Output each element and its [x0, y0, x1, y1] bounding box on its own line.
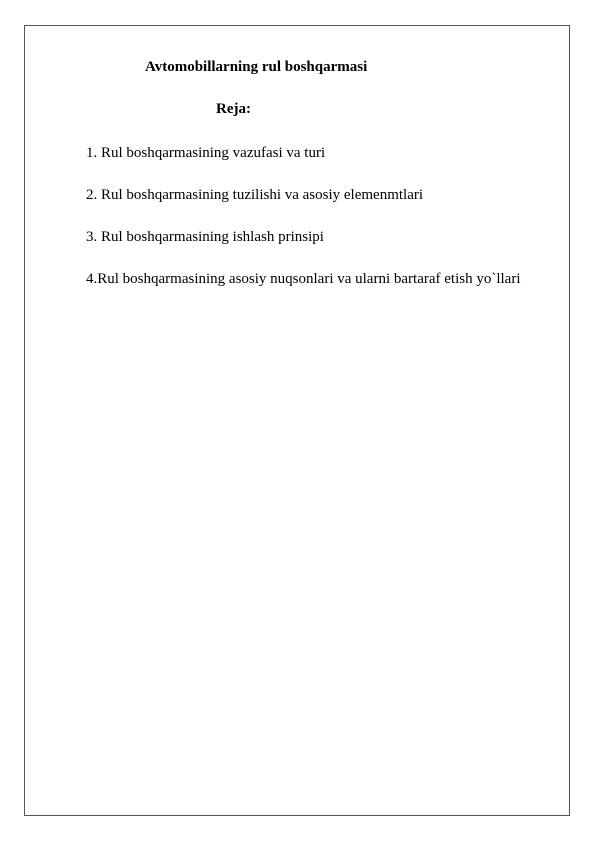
plan-item: 2. Rul boshqarmasining tuzilishi va asosiy elemenmtlari — [86, 187, 424, 203]
document-title: Avtomobillarning rul boshqarmasi — [145, 59, 368, 75]
plan-item: 1. Rul boshqarmasining vazufasi va turi — [86, 145, 326, 161]
plan-item: 4.Rul boshqarmasining asosiy nuqsonlari va ularni bartaraf etish yo`llari — [86, 271, 521, 287]
plan-item: 3. Rul boshqarmasining ishlash prinsipi — [86, 229, 324, 245]
plan-list — [86, 144, 521, 312]
plan-heading: Reja: — [216, 101, 251, 117]
